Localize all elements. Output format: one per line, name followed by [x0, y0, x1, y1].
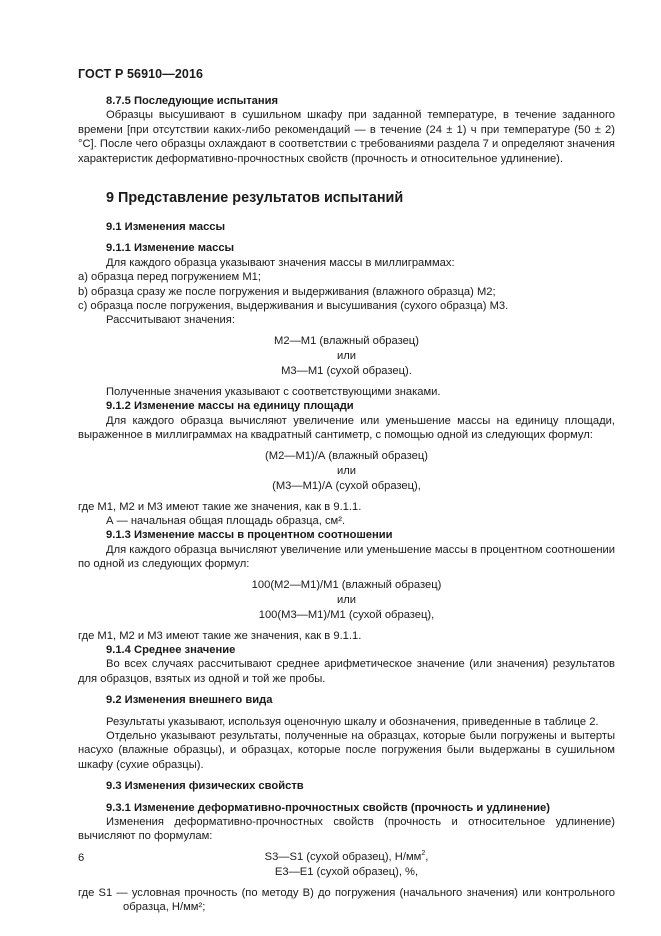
- heading-9-2: 9.2 Изменения внешнего вида: [106, 694, 273, 707]
- where-term: где S1 —: [78, 886, 128, 899]
- page-number: 6: [78, 852, 85, 864]
- page-content: [78, 94, 615, 915]
- where-clause-s1: [78, 886, 615, 915]
- area-definition: А — начальная общая площадь образца, см².: [106, 514, 346, 527]
- formula: М2—М1 (влажный образец): [274, 334, 419, 347]
- formula: (М3—М1)/А (сухой образец),: [272, 479, 421, 492]
- formula: М3—М1 (сухой образец).: [281, 364, 412, 377]
- where-text: условная прочность (по методу В) до погружения (начального значения) или контрольного образца, Н/мм²;: [123, 886, 615, 914]
- heading-9-1-4: 9.1.4 Среднее значение: [106, 643, 236, 656]
- paragraph-9-1-2: Для каждого образца вычисляют увеличение или уменьшение массы на единицу площади, выраженное в миллиграммах на квадратный сантиметр, с помощью одной из следующих формул:: [78, 414, 615, 442]
- heading-9-1-3: 9.1.3 Изменение массы в процентном соотношении: [106, 529, 393, 542]
- heading-9-3-1: 9.3.1 Изменение деформативно-прочностных свойств (прочность и удлинение): [106, 801, 550, 814]
- paragraph-9-2-a: Результаты указывают, используя оценочную шкалу и обозначения, приведенные в таблице 2.: [106, 715, 599, 728]
- formula-or: или: [336, 593, 357, 606]
- formula: [78, 850, 615, 865]
- paragraph-9-3-1: Изменения деформативно-прочностных свойств (прочность и относительное удлинение) вычисляют по формулам:: [78, 816, 615, 843]
- heading-9-1-2: 9.1.2 Изменение массы на единицу площади: [106, 400, 354, 413]
- formula-block-9-3-1: [78, 850, 615, 880]
- formula: Е3—Е1 (сухой образец), %,: [274, 865, 419, 878]
- paragraph-9-1-3: Для каждого образца вычисляют увеличение или уменьшение массы в процентном соотношении по одной из следующих формул:: [78, 543, 615, 571]
- formula-or: или: [336, 349, 357, 362]
- paragraph-8-7-5: Образцы высушивают в сушильном шкафу при заданной температуре, в течение заданного времени [при отсутствии каких-либо рекомендаций — в течение (24 ± 1) ч при температуре (50 ± 2) °С]. После чего образцы охлаждают в соответствии с требованиями раздела 7 и определяют значения характеристик деформативно-прочностных свойств (прочность и относительное удлинение).: [78, 109, 615, 165]
- document-code: ГОСТ Р 56910—2016: [78, 67, 204, 81]
- list-item: a) образца перед погружением М1;: [78, 271, 261, 284]
- formula-block-9-1-2: [78, 449, 615, 494]
- heading-8-7-5: 8.7.5 Последующие испытания: [106, 95, 279, 107]
- where-clause: где М1, М2 и М3 имеют такие же значения, как в 9.1.1.: [78, 500, 362, 513]
- formula-text: S3—S1 (сухой образец), Н/мм: [264, 850, 422, 863]
- heading-9: 9 Представление результатов испытаний: [106, 190, 404, 207]
- list-item: b) образца сразу же после погружения и выдерживания (влажного образца) М2;: [78, 285, 496, 298]
- formula-superscript: 2: [421, 849, 426, 857]
- formula-block-9-1-1: [78, 334, 615, 379]
- formula-or: или: [336, 464, 357, 477]
- list-item: c) образца после погружения, выдерживания и высушивания (сухого образца) М3.: [78, 300, 509, 313]
- paragraph-9-1-1-after: Полученные значения указывают с соответствующими знаками.: [106, 385, 441, 398]
- where-clause: где М1, М2 и М3 имеют такие же значения, как в 9.1.1.: [78, 629, 362, 642]
- paragraph-9-1-1-intro: Для каждого образца указывают значения массы в миллиграммах:: [106, 256, 455, 269]
- paragraph-9-1-4: Во всех случаях рассчитывают среднее арифметическое значение (или значения) результатов для образцов, взятых из одной и той же пробы.: [78, 658, 615, 685]
- calc-label: Рассчитывают значения:: [106, 314, 235, 327]
- formula: 100(М2—М1)/М1 (влажный образец): [251, 578, 442, 591]
- paragraph-9-2-b: Отдельно указывают результаты, полученные на образцах, которые были погружены и вытерты насухо (влажные образцы), и образцах, которые после погружения были выдержаны в сушильном шкафу (сухие образцы).: [78, 729, 615, 771]
- heading-9-1: 9.1 Изменения массы: [106, 221, 226, 234]
- formula: (М2—М1)/А (влажный образец): [265, 449, 428, 462]
- formula: 100(М3—М1)/М1 (сухой образец),: [258, 608, 435, 621]
- heading-9-1-1: 9.1.1 Изменение массы: [106, 242, 235, 255]
- heading-9-3: 9.3 Изменения физических свойств: [106, 780, 304, 793]
- formula-punct: ,: [425, 850, 429, 863]
- formula-block-9-1-3: [78, 578, 615, 623]
